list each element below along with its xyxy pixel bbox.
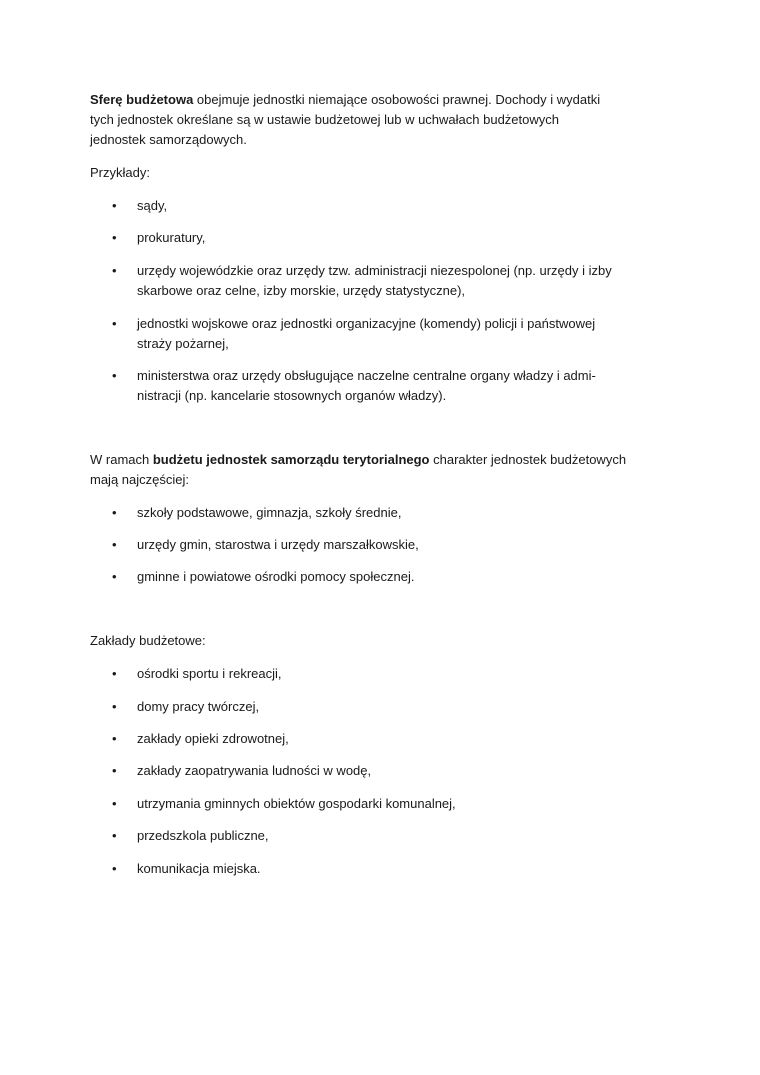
section2-intro — [90, 450, 626, 470]
bullet-icon: • — [112, 731, 117, 746]
list-item-text: urzędy wojewódzkie oraz urzędy tzw. administracji niezespolonej (np. urzędy i izby — [137, 263, 612, 278]
bullet-icon: • — [112, 763, 117, 778]
examples-label: Przykłady: — [90, 165, 150, 180]
list-item-text: zakłady opieki zdrowotnej, — [137, 731, 289, 746]
bullet-icon: • — [112, 230, 117, 245]
bullet-icon: • — [112, 569, 117, 584]
section3-label: Zakłady budżetowe: — [90, 633, 206, 648]
list-item-text: utrzymania gminnych obiektów gospodarki komunalnej, — [137, 796, 456, 811]
list-item-text: domy pracy twórczej, — [137, 699, 260, 714]
section2-intro-suffix: charakter jednostek budżetowych — [429, 452, 627, 467]
bullet-icon: • — [112, 537, 117, 552]
list-item-text: urzędy gmin, starostwa i urzędy marszałkowskie, — [137, 537, 419, 552]
list-item-text-cont: straży pożarnej, — [137, 336, 229, 351]
bullet-icon: • — [112, 368, 117, 383]
list-item-text: zakłady zaopatrywania ludności w wodę, — [137, 763, 372, 778]
section1-line3: jednostek samorządowych. — [90, 132, 247, 147]
list-item-text: przedszkola publiczne, — [137, 828, 269, 843]
section1-line1-rest: obejmuje jednostki niemające osobowości prawnej. Dochody i wydatki — [193, 92, 601, 107]
list-item-text: komunikacja miejska. — [137, 861, 261, 876]
bullet-icon: • — [112, 505, 117, 520]
bullet-icon: • — [112, 666, 117, 681]
section1-bold-term: Sferę budżetowa — [90, 92, 194, 107]
list-item-text: sądy, — [137, 198, 168, 213]
bullet-icon: • — [112, 796, 117, 811]
bullet-icon: • — [112, 861, 117, 876]
list-item-text-cont: nistracji (np. kancelarie stosownych organów władzy). — [137, 388, 447, 403]
bullet-icon: • — [112, 198, 117, 213]
bullet-icon: • — [112, 263, 117, 278]
list-item-text: jednostki wojskowe oraz jednostki organizacyjne (komendy) policji i państwowej — [137, 316, 596, 331]
list-item-text: szkoły podstawowe, gimnazja, szkoły średnie, — [137, 505, 402, 520]
list-item-text-cont: skarbowe oraz celne, izby morskie, urzędy statystyczne), — [137, 283, 466, 298]
list-item-text: ośrodki sportu i rekreacji, — [137, 666, 282, 681]
list-item-text: gminne i powiatowe ośrodki pomocy społecznej. — [137, 569, 415, 584]
bullet-icon: • — [112, 316, 117, 331]
section1-line2: tych jednostek określane są w ustawie budżetowej lub w uchwałach budżetowych — [90, 112, 559, 127]
bullet-icon: • — [112, 699, 117, 714]
section2-bold-term: budżetu jednostek samorządu terytorialnego — [152, 452, 430, 467]
list-item-text: ministerstwa oraz urzędy obsługujące naczelne centralne organy władzy i admi- — [137, 368, 596, 383]
list-item-text: prokuratury, — [137, 230, 206, 245]
section1-line1 — [90, 90, 600, 110]
section2-intro-prefix: W ramach — [90, 452, 153, 467]
bullet-icon: • — [112, 828, 117, 843]
section2-line2: mają najczęściej: — [90, 472, 189, 487]
